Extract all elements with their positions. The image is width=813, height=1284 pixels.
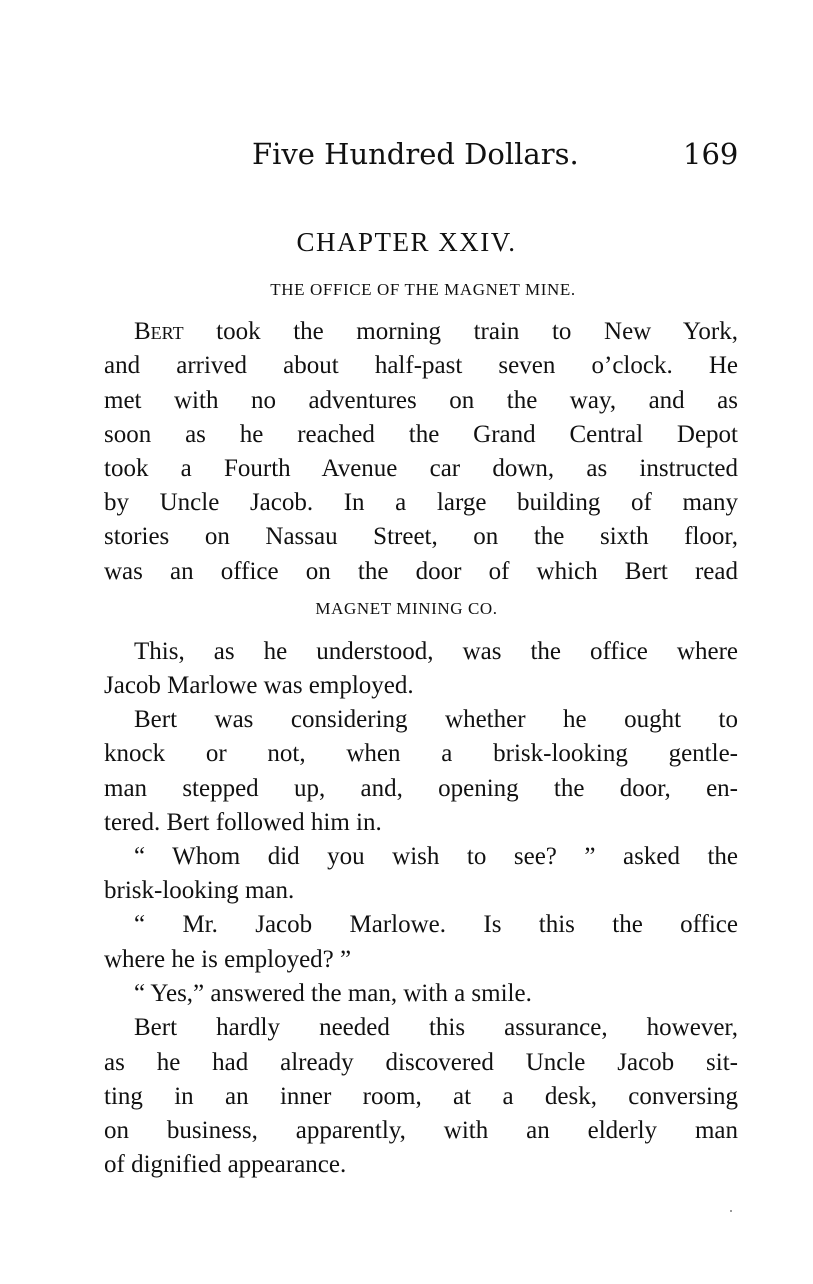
paragraph-line: “ Whom did you wish to see? ” asked the (134, 843, 738, 870)
paragraph-line: and arrived about half-past seven o’clock. He (104, 352, 738, 379)
paragraph-line: Bert hardly needed this assurance, however, (134, 1014, 738, 1041)
paragraph-line: ting in an inner room, at a desk, conversing (104, 1083, 738, 1110)
paragraph-line: took a Fourth Avenue car down, as instructed (104, 455, 738, 482)
running-title: Five Hundred Dollars. (252, 137, 579, 171)
paragraph-line: of dignified appearance. (104, 1151, 347, 1178)
opening-word: Bert (134, 318, 184, 345)
paragraph-line: tered. Bert followed him in. (104, 809, 382, 836)
chapter-title: THE OFFICE OF THE MAGNET MINE. (270, 280, 576, 299)
paragraph-line: Bert was considering whether he ought to (134, 706, 738, 733)
paragraph-line: met with no adventures on the way, and as (104, 387, 738, 414)
paragraph-line: soon as he reached the Grand Central Depot (104, 421, 738, 448)
line-text: took the morning train to New York, (183, 318, 738, 345)
page-number: 169 (683, 137, 739, 171)
paragraph-line: man stepped up, and, opening the door, en- (104, 775, 738, 802)
paragraph-line: where he is employed? ” (104, 946, 352, 973)
running-head (0, 132, 813, 176)
paragraph-line: by Uncle Jacob. In a large building of many (104, 489, 738, 516)
chapter-heading: CHAPTER XXIV. (296, 227, 517, 257)
paragraph-line: Jacob Marlowe was employed. (104, 672, 414, 699)
paragraph-line: stories on Nassau Street, on the sixth floor, (104, 523, 738, 550)
paragraph-line: was an office on the door of which Bert read (104, 558, 738, 585)
paragraph-line: on business, apparently, with an elderly man (104, 1117, 738, 1144)
paragraph-line (134, 315, 738, 349)
print-speck (730, 1210, 732, 1212)
paragraph-line: This, as he understood, was the office where (134, 638, 738, 665)
paragraph-line: “ Yes,” answered the man, with a smile. (134, 980, 532, 1007)
paragraph-line: as he had already discovered Uncle Jacob sit- (104, 1049, 738, 1076)
office-sign-text: MAGNET MINING CO. (315, 599, 498, 618)
paragraph-line: knock or not, when a brisk-looking gentle- (104, 740, 738, 767)
paragraph-line: “ Mr. Jacob Marlowe. Is this the office (134, 911, 738, 938)
paragraph-line: brisk-looking man. (104, 877, 295, 904)
